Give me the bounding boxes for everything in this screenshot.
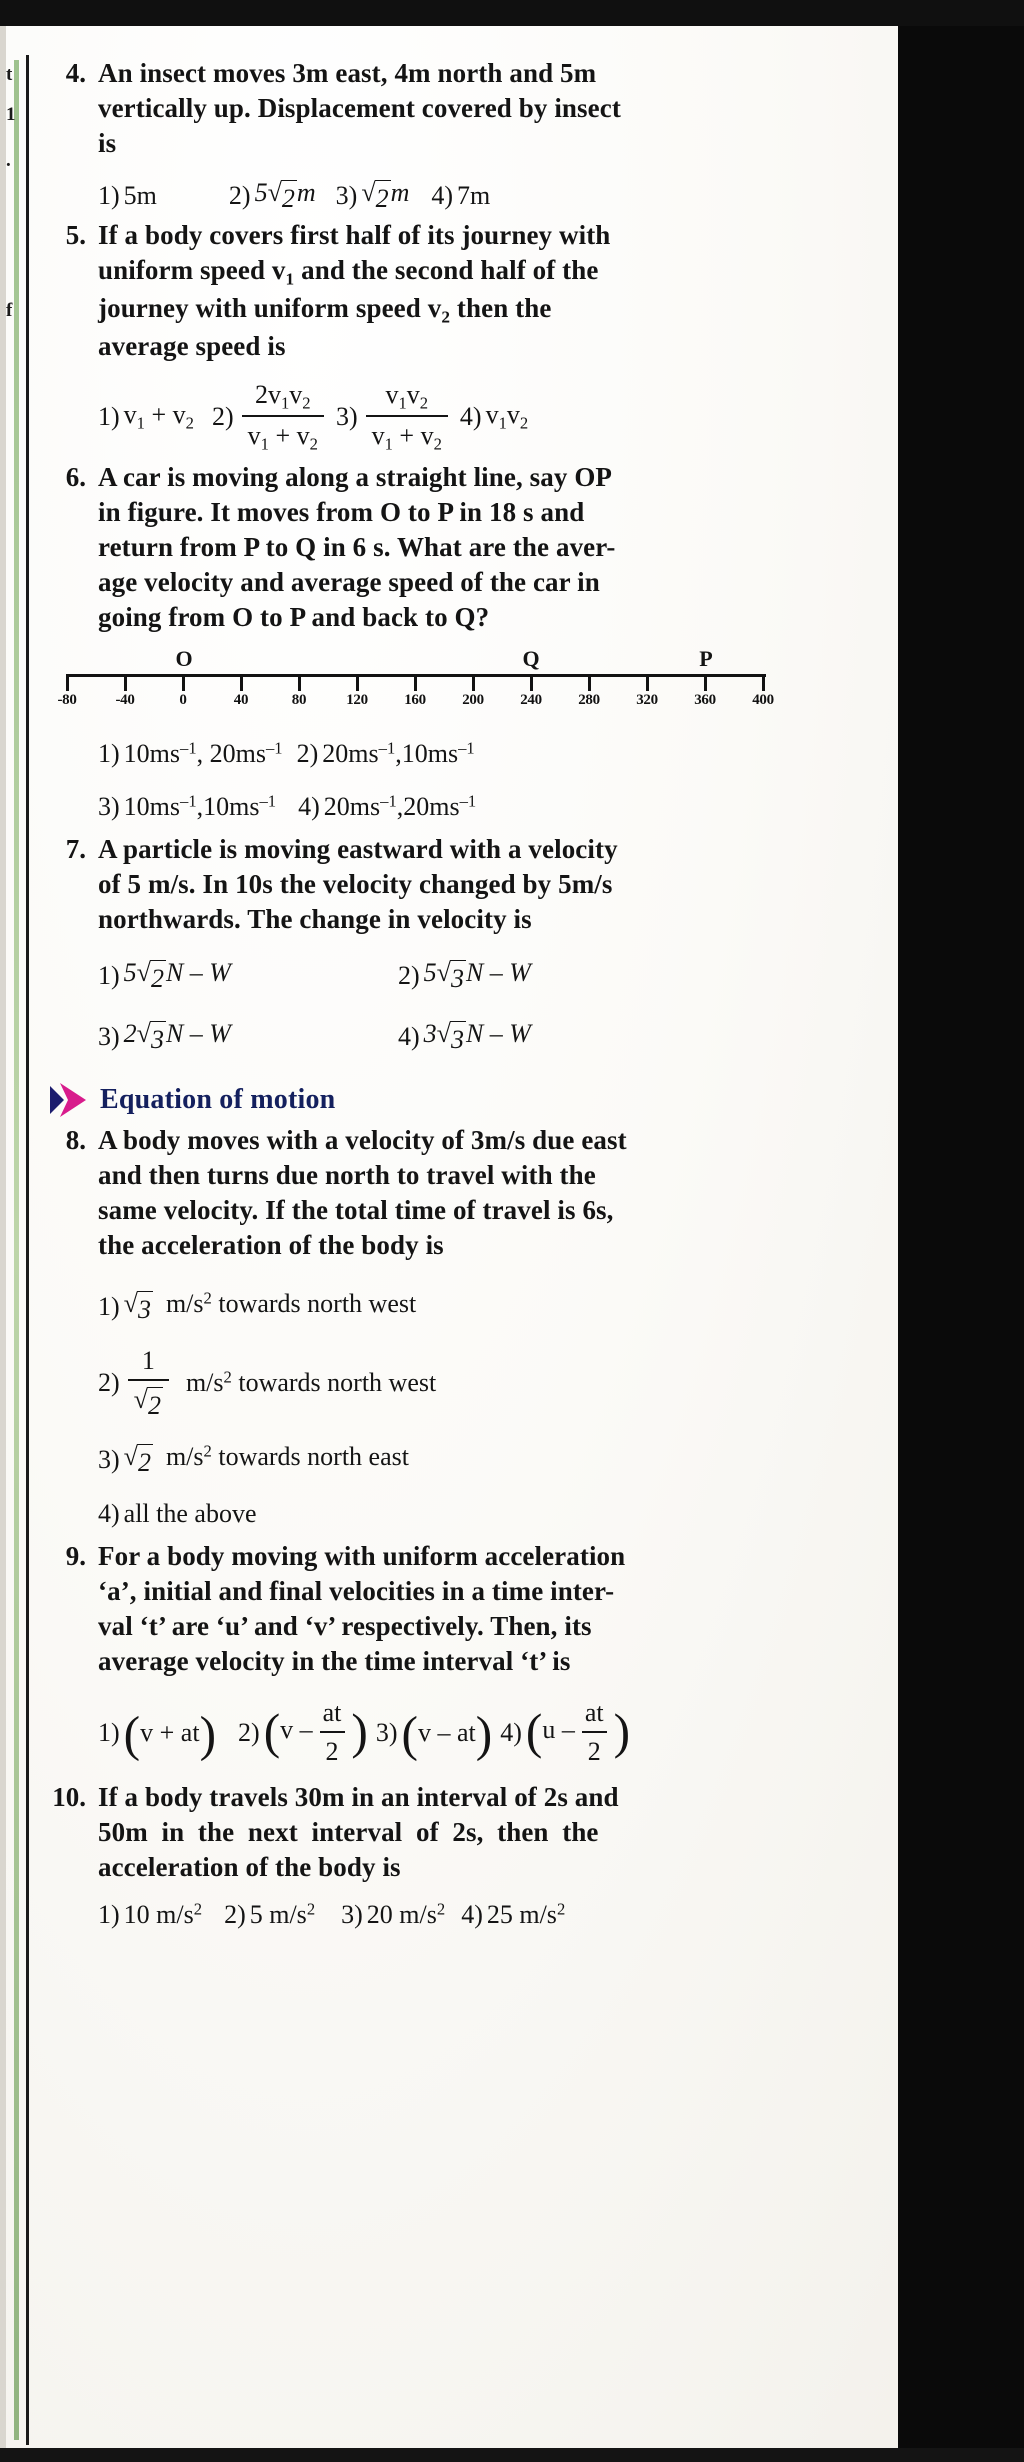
option-label: 1) bbox=[98, 738, 120, 768]
axis-tick-label: 40 bbox=[233, 691, 249, 708]
margin-mark-0: t bbox=[6, 64, 13, 85]
question-text bbox=[98, 460, 898, 635]
point-label-O: O bbox=[175, 645, 193, 671]
question-line: going from O to P and back to Q? bbox=[98, 602, 490, 633]
option-item[interactable] bbox=[98, 1897, 202, 1932]
option-value: 5 √ 3 N – W bbox=[424, 955, 531, 996]
option-item[interactable] bbox=[500, 1695, 630, 1769]
question-line: and then turns due north to travel with the bbox=[98, 1160, 596, 1191]
option-value: all the above bbox=[123, 1498, 257, 1528]
options-5 bbox=[98, 377, 898, 457]
option-item[interactable] bbox=[461, 1897, 565, 1932]
options-9 bbox=[98, 1695, 898, 1769]
question-line: average speed is bbox=[98, 331, 286, 362]
option-label: 3) bbox=[98, 1444, 120, 1474]
option-label: 1) bbox=[98, 1291, 120, 1321]
option-label: 3) bbox=[98, 791, 120, 821]
question-block-7 bbox=[40, 832, 898, 937]
question-line: If a body travels 30m in an interval of 2s and bbox=[98, 1781, 619, 1812]
question-block-5 bbox=[40, 218, 898, 364]
question-line: return from P to Q in 6 s. What are the aver- bbox=[98, 532, 616, 563]
section-title: Equation of motion bbox=[100, 1084, 336, 1116]
question-line: If a body covers first half of its journey with bbox=[98, 220, 611, 251]
option-item[interactable] bbox=[431, 178, 490, 213]
option-label: 3) bbox=[341, 1899, 363, 1929]
question-line: 50m in the next interval of 2s, then the bbox=[98, 1816, 599, 1847]
option-item[interactable] bbox=[398, 955, 531, 996]
option-value: 25 $m/s^2$ bbox=[486, 1899, 566, 1929]
option-label: 1) bbox=[98, 1717, 120, 1747]
scan-dark-bottom-edge bbox=[0, 2448, 1024, 2462]
question-line: vertically up. Displacement covered by insect bbox=[98, 93, 621, 124]
option-item[interactable] bbox=[98, 736, 283, 771]
option-value: 5 √ 2 N – W bbox=[124, 955, 231, 996]
option-value: (v + at) bbox=[123, 1706, 217, 1762]
question-block-8 bbox=[40, 1123, 898, 1263]
axis-tick-label: 80 bbox=[291, 691, 307, 708]
question-line: ‘a’, initial and final velocities in a time inter- bbox=[98, 1576, 615, 1607]
option-item[interactable] bbox=[375, 1706, 493, 1762]
option-label: 2) bbox=[224, 1899, 246, 1929]
option-value: 1 √ 2 bbox=[128, 1343, 169, 1423]
option-item[interactable] bbox=[98, 1706, 217, 1762]
option-label: 2) bbox=[228, 181, 251, 211]
question-line: of 5 m/s. In 10s the velocity changed by 5m/s bbox=[98, 868, 613, 899]
question-text bbox=[98, 56, 898, 161]
option-value: $20ms^{-1},20ms^{-1}$ bbox=[323, 791, 477, 821]
option-label: 2) bbox=[211, 401, 234, 431]
question-block-9 bbox=[40, 1539, 898, 1679]
green-highlight-stripe bbox=[14, 60, 19, 2440]
option-value: $v_1v_2$ bbox=[485, 400, 529, 433]
question-line: val ‘t’ are ‘u’ and ‘v’ respectively. Then, its bbox=[98, 1611, 592, 1642]
number-line-figure bbox=[44, 645, 898, 728]
option-value: 5m bbox=[123, 181, 157, 211]
question-line: northwards. The change in velocity is bbox=[98, 903, 532, 934]
option-value: $v_1 + v_2$ bbox=[123, 400, 194, 433]
option-label: 4) bbox=[398, 1022, 420, 1052]
options-8 bbox=[98, 1286, 898, 1531]
options-7 bbox=[98, 955, 898, 1057]
option-item[interactable] bbox=[238, 1695, 368, 1769]
option-item[interactable] bbox=[341, 1897, 445, 1932]
option-item[interactable] bbox=[98, 1016, 398, 1057]
question-block-6 bbox=[40, 460, 898, 635]
question-number: 5. bbox=[65, 220, 86, 251]
option-value: √ 3 $m/s^2$ towards north west bbox=[124, 1286, 417, 1327]
options-4 bbox=[98, 175, 898, 216]
option-value: √ 2 m bbox=[361, 175, 409, 216]
axis-tick-label: -40 bbox=[115, 691, 135, 708]
option-value: $20ms^{-1},10ms^{-1}$ bbox=[322, 738, 475, 768]
option-item[interactable] bbox=[212, 377, 328, 457]
question-number: 7. bbox=[65, 833, 86, 864]
option-value: 3 √ 3 N – W bbox=[424, 1016, 531, 1057]
option-value: (u – $\frac{at}{2}$ ) bbox=[526, 1695, 630, 1769]
axis-tick-label: 120 bbox=[346, 691, 368, 708]
scan-dark-top-edge bbox=[0, 0, 1024, 26]
question-line: For a body moving with uniform acceleration bbox=[98, 1541, 626, 1571]
axis-tick-label: -80 bbox=[57, 691, 77, 708]
option-value: $\frac{2v_1v_2}{v_1 + v_2}$ bbox=[242, 377, 324, 457]
double-chevron-right-icon bbox=[46, 1079, 100, 1121]
option-item[interactable] bbox=[297, 736, 475, 771]
axis-tick-label: 400 bbox=[752, 691, 774, 708]
option-item[interactable] bbox=[336, 175, 410, 216]
option-item[interactable] bbox=[229, 175, 316, 216]
option-item[interactable] bbox=[98, 1439, 409, 1480]
option-value: 7m bbox=[457, 181, 491, 211]
question-text bbox=[98, 218, 898, 364]
question-number: 8. bbox=[65, 1125, 86, 1156]
question-text bbox=[98, 832, 898, 937]
option-item[interactable] bbox=[298, 789, 476, 824]
option-label: 1) bbox=[98, 401, 120, 431]
question-block-10 bbox=[40, 1780, 898, 1885]
option-item[interactable] bbox=[98, 1496, 257, 1531]
point-label-Q: Q bbox=[522, 645, 540, 671]
page-left-edge bbox=[0, 0, 6, 2462]
question-line: is bbox=[98, 128, 117, 159]
axis-tick-label: 200 bbox=[462, 691, 484, 708]
option-label: 3) bbox=[375, 1717, 398, 1747]
question-text bbox=[98, 1539, 898, 1679]
question-line: same velocity. If the total time of travel is 6s, bbox=[98, 1195, 614, 1226]
question-number: 9. bbox=[65, 1541, 86, 1571]
option-value: $10ms^{-1},10ms^{-1}$ bbox=[123, 791, 277, 821]
option-item[interactable] bbox=[224, 1897, 315, 1932]
option-label: 2) bbox=[296, 738, 319, 768]
column-divider-rule bbox=[26, 55, 29, 2445]
options-6 bbox=[98, 736, 898, 824]
option-item[interactable] bbox=[98, 955, 398, 996]
question-line: journey with uniform speed $v_2$ then the bbox=[98, 293, 552, 327]
option-label: 4) bbox=[98, 1498, 120, 1528]
margin-mark-3: f bbox=[6, 300, 13, 321]
option-value: √ 2 $m/s^2$ towards north east bbox=[124, 1439, 409, 1480]
point-label-P: P bbox=[699, 645, 713, 671]
option-item[interactable] bbox=[98, 397, 194, 435]
option-value: (v – at) bbox=[401, 1706, 493, 1762]
question-line: average velocity in the time interval ‘t’ is bbox=[98, 1646, 571, 1677]
option-value: $10ms^{-1}$, $20ms^{-1}$ bbox=[123, 738, 283, 768]
scan-dark-right-edge bbox=[898, 0, 1024, 2462]
margin-mark-2: . bbox=[6, 150, 11, 171]
option-value: (v – $\frac{at}{2}$ ) bbox=[264, 1695, 368, 1769]
options-10 bbox=[98, 1897, 898, 1932]
margin-mark-1: 1 bbox=[6, 104, 16, 125]
option-value: 5 $m/s^2$ bbox=[249, 1899, 316, 1929]
question-line: the acceleration of the body is bbox=[98, 1230, 444, 1261]
question-text bbox=[98, 1123, 898, 1263]
question-line: An insect moves 3m east, 4m north and 5m bbox=[98, 58, 597, 88]
option-item[interactable] bbox=[98, 1286, 416, 1327]
option-value: 20 $m/s^2$ bbox=[366, 1899, 446, 1929]
axis-tick-label: 320 bbox=[636, 691, 658, 708]
axis-tick-label: 360 bbox=[694, 691, 716, 708]
option-label: 4) bbox=[459, 401, 482, 431]
option-label: 2) bbox=[98, 1368, 120, 1398]
question-block-4 bbox=[40, 56, 898, 161]
question-column bbox=[40, 46, 898, 1932]
question-line: A car is moving along a straight line, say OP bbox=[98, 462, 613, 493]
option-item[interactable] bbox=[460, 397, 528, 435]
axis-tick-label: 0 bbox=[179, 691, 187, 708]
option-value: 2 √ 3 N – W bbox=[124, 1016, 231, 1057]
option-label: 2) bbox=[398, 960, 420, 990]
option-label: 1) bbox=[98, 181, 120, 211]
option-label: 3) bbox=[335, 401, 358, 431]
option-label: 4) bbox=[461, 1899, 483, 1929]
option-item[interactable]: 2) 1 √ 2 $m/s^2$ towards north west bbox=[98, 1343, 436, 1423]
option-label: 3) bbox=[98, 1022, 120, 1052]
option-label: 3) bbox=[335, 181, 358, 211]
option-label: 1) bbox=[98, 960, 120, 990]
option-value: $\frac{v_1v_2}{v_1 + v_2}$ bbox=[366, 377, 448, 457]
question-line: uniform speed $v_1$ and the second half of the bbox=[98, 255, 599, 289]
option-item[interactable] bbox=[336, 377, 452, 457]
question-line: in figure. It moves from O to P in 18 s and bbox=[98, 497, 585, 528]
question-line: age velocity and average speed of the car in bbox=[98, 567, 600, 598]
question-line: A particle is moving eastward with a velocity bbox=[98, 833, 618, 864]
section-heading bbox=[46, 1079, 898, 1121]
option-label: 2) bbox=[238, 1717, 260, 1747]
axis-tick-label: 160 bbox=[404, 691, 426, 708]
question-number: 10. bbox=[52, 1781, 86, 1812]
question-line: A body moves with a velocity of 3m/s due east bbox=[98, 1125, 627, 1156]
option-item[interactable] bbox=[98, 789, 276, 824]
question-text bbox=[98, 1780, 898, 1885]
option-label: 4) bbox=[500, 1717, 522, 1747]
option-label: 4) bbox=[298, 791, 320, 821]
option-item[interactable] bbox=[398, 1016, 531, 1057]
option-label: 1) bbox=[98, 1899, 120, 1929]
axis-tick-label: 280 bbox=[578, 691, 600, 708]
option-value: 10 $m/s^2$ bbox=[123, 1899, 203, 1929]
question-line: acceleration of the body is bbox=[98, 1851, 401, 1882]
question-number: 6. bbox=[65, 462, 86, 493]
option-label: 4) bbox=[431, 181, 454, 211]
axis-tick-label: 240 bbox=[520, 691, 542, 708]
option-value: 5 √ 2 m bbox=[255, 175, 316, 216]
question-number: 4. bbox=[65, 58, 86, 88]
option-item[interactable] bbox=[98, 178, 157, 213]
